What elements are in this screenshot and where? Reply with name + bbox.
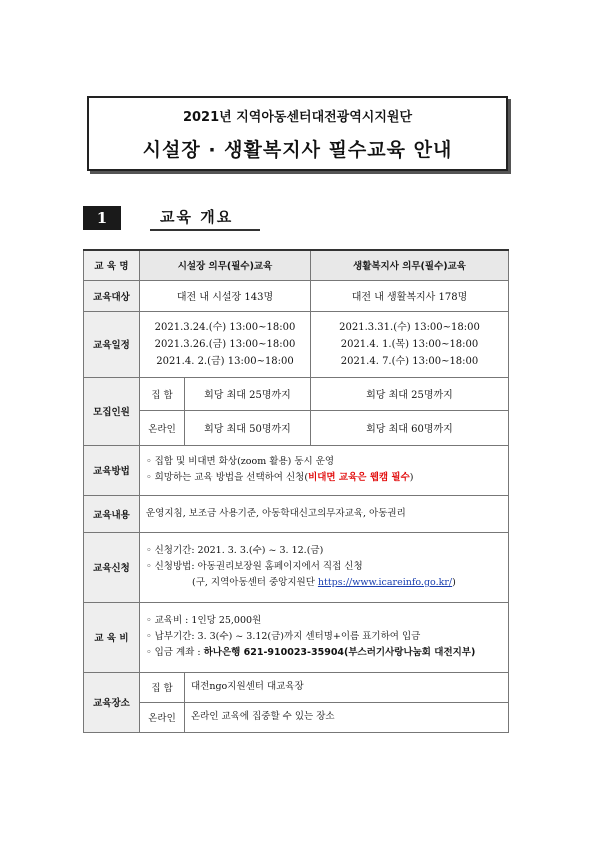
place-online: 온라인 교육에 집중할 수 있는 장소 (185, 702, 509, 732)
table-row (84, 702, 509, 732)
apply-cell (140, 532, 509, 602)
table-row (84, 532, 509, 602)
apply-text: ) (452, 577, 456, 588)
apply-line (146, 575, 508, 591)
table-row (84, 410, 509, 445)
method-line (146, 470, 508, 486)
recruit-online-director: 회당 최대 50명까지 (185, 410, 311, 445)
recruit-online-label: 온라인 (140, 410, 185, 445)
schedule-worker (311, 311, 509, 377)
section-underline (150, 229, 260, 231)
schedule-director (140, 311, 311, 377)
label-method: 교육방법 (84, 445, 140, 495)
table-row (84, 280, 509, 311)
label-target: 교육대상 (84, 280, 140, 311)
method-cell (140, 445, 509, 495)
col-header-director: 시설장 의무(필수)교육 (140, 250, 311, 280)
education-overview-table (83, 249, 509, 733)
table-row (84, 602, 509, 672)
col-header-worker: 생활복지사 의무(필수)교육 (311, 250, 509, 280)
recruit-online-worker: 회당 최대 60명까지 (311, 410, 509, 445)
method-text: ) (409, 472, 414, 483)
schedule-date: 2021.3.31.(수) 13:00~18:00 (339, 321, 480, 333)
schedule-date: 2021.4. 7.(수) 13:00~18:00 (340, 355, 479, 367)
schedule-date: 2021.4. 2.(금) 13:00~18:00 (156, 355, 294, 367)
schedule-date: 2021.3.26.(금) 13:00~18:00 (154, 338, 296, 350)
icareinfo-link[interactable]: https://www.icareinfo.go.kr/ (317, 577, 453, 588)
fee-line: ◦ 납부기간: 3. 3(수) ~ 3.12(금)까지 센터명+이름 표기하여 입금 (146, 631, 421, 642)
header-subtitle: 2021년 지역아동센터대전광역시지원단 (182, 110, 413, 125)
table-row (84, 672, 509, 702)
place-offline: 대전ngo지원센터 대교육장 (185, 672, 509, 702)
label-fee: 교 육 비 (84, 602, 140, 672)
label-recruit: 모집인원 (84, 377, 140, 445)
table-row (84, 495, 509, 532)
section-number: 1 (83, 206, 121, 230)
page-title: 시설장 · 생활복지사 필수교육 안내 (142, 139, 453, 161)
fee-line (146, 645, 508, 661)
label-schedule: 교육일정 (84, 311, 140, 377)
table-row (84, 311, 509, 377)
recruit-offline-worker: 회당 최대 25명까지 (311, 377, 509, 410)
target-director: 대전 내 시설장 143명 (140, 280, 311, 311)
method-line: ◦ 집합 및 비대면 화상(zoom 활용) 동시 운영 (146, 456, 335, 467)
table-row (84, 445, 509, 495)
label-course-name: 교 육 명 (84, 250, 140, 280)
label-place: 교육장소 (84, 672, 140, 732)
target-worker: 대전 내 생활복지사 178명 (311, 280, 509, 311)
schedule-date: 2021.3.24.(수) 13:00~18:00 (154, 321, 296, 333)
method-text: ◦ 희망하는 교육 방법을 선택하여 신청( (146, 472, 309, 483)
place-offline-label: 집 합 (140, 672, 185, 702)
bank-account: 하나은행 621-910023-35904(부스러기사랑나눔회 대전지부) (203, 647, 476, 658)
webcam-required-note: 비대면 교육은 웹캠 필수 (308, 472, 410, 483)
recruit-offline-label: 집 합 (140, 377, 185, 410)
header-box (87, 96, 508, 171)
apply-line: ◦ 신청기간: 2021. 3. 3.(수) ~ 3. 12.(금) (146, 545, 324, 556)
fee-cell (140, 602, 509, 672)
schedule-date: 2021.4. 1.(목) 13:00~18:00 (340, 338, 479, 350)
table-row (84, 250, 509, 280)
table-row (84, 377, 509, 410)
place-online-label: 온라인 (140, 702, 185, 732)
recruit-offline-director: 회당 최대 25명까지 (185, 377, 311, 410)
content-cell: 운영지침, 보조금 사용기준, 아동학대신고의무자교육, 아동권리 (140, 495, 509, 532)
section-title: 교육 개요 (160, 208, 234, 226)
fee-line: ◦ 교육비 : 1인당 25,000원 (146, 615, 262, 626)
apply-text: (구, 지역아동센터 중앙지원단 (192, 577, 318, 588)
label-content: 교육내용 (84, 495, 140, 532)
apply-line: ◦ 신청방법: 아동권리보장원 홈페이지에서 직접 신청 (146, 561, 363, 572)
label-apply: 교육신청 (84, 532, 140, 602)
fee-text: ◦ 입금 계좌 : (146, 647, 204, 658)
